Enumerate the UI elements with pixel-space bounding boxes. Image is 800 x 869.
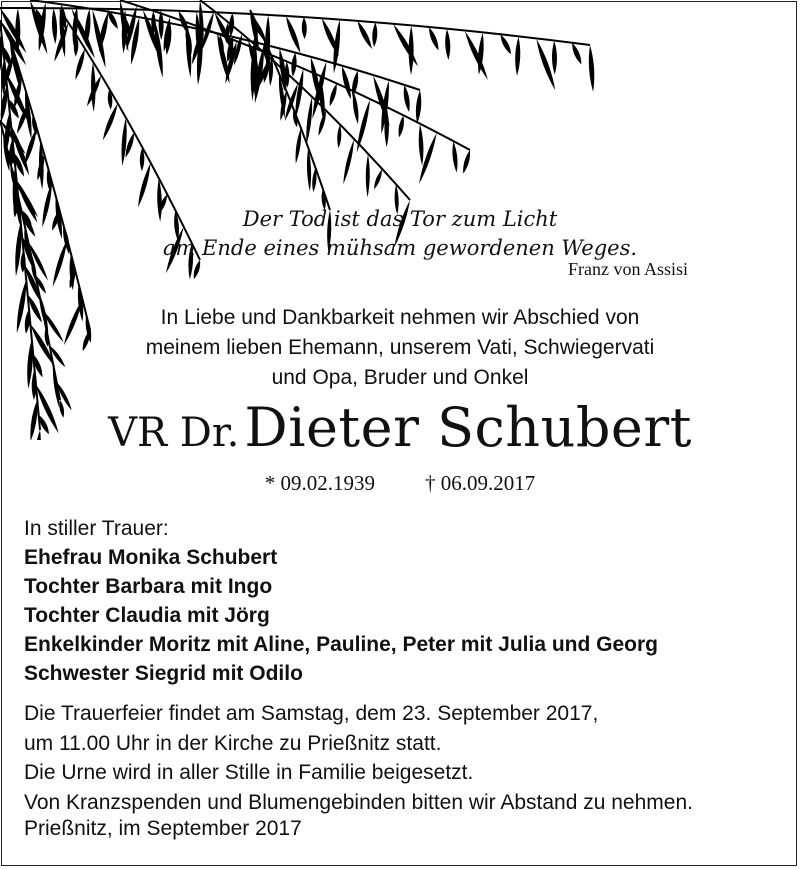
willow-leaf [589,45,594,92]
willow-leaf [536,39,555,90]
mourner: Ehefrau Monika Schubert [24,546,278,569]
quote-author: Franz von Assisi [567,259,688,279]
willow-leaf [501,35,511,54]
willow-leaf [42,182,52,227]
willow-leaf [445,29,450,60]
willow-leaf [83,330,90,351]
willow-leaf [358,21,372,49]
willow-leaf [374,169,382,189]
willow-leaf [306,97,312,145]
intro-line-3: und Opa, Bruder und Onkel [271,366,529,389]
mourner: Enkelkinder Moritz mit Aline, Pauline, Peter mit Julia und Georg [24,633,659,656]
funeral-info [24,699,693,817]
willow-leaf [409,26,414,76]
willow-leaf [25,309,30,333]
willow-leaf [572,43,581,65]
mourner: Tochter Claudia mit Jörg [24,604,270,627]
willow-leaf [463,150,470,174]
funeral-info-line-4: Von Kranzspenden und Blumengebinden bitten wir Abstand zu nehmen. [24,790,693,814]
birth-date: * 09.02.1939 [264,471,375,495]
willow-leaf [419,124,424,165]
willow-leaf [353,91,359,124]
deceased-name [0,396,800,459]
death-date: † 06.09.2017 [425,471,536,495]
deceased-full-name: Dieter Schubert [244,396,692,459]
willow-leaf [515,37,520,76]
intro-line-2: meinem lieben Ehemann, unserem Vati, Schwiegervati [145,336,655,359]
willow-leaf [337,125,341,149]
place-and-date: Prießnitz, im September 2017 [24,817,302,840]
willow-leaf [295,69,303,119]
willow-leaf [366,154,370,197]
willow-leaf [219,35,224,57]
mourners-list [24,514,658,688]
funeral-info-line-2: um 11.00 Uhr in der Kirche zu Prießnitz statt. [24,731,442,755]
quote-line-1: Der Tod ist das Tor zum Licht [242,207,558,231]
deceased-title: VR Dr. [108,410,240,456]
willow-leaf [15,222,21,276]
willow-leaf [302,17,307,39]
mourner: Schwester Siegrid mit Odilo [24,662,303,685]
quote-line-2: am Ende eines mühsam gewordenen Weges. [162,236,638,260]
willow-leaf [45,327,49,346]
willow-leaf [64,299,82,345]
willow-leaf [296,128,302,164]
willow-leaf [330,84,337,107]
willow-leaf [52,9,57,44]
willow-leaf [85,9,91,46]
willow-leaf [429,27,438,50]
intro-text [100,303,700,393]
willow-leaf [552,41,557,75]
willow-leaf [452,141,457,172]
willow-leaf [122,118,127,166]
funeral-info-line-3: Die Urne wird in aller Stille in Familie beigesetzt. [24,761,474,784]
willow-leaf [53,239,68,287]
willow-leaf [138,163,151,208]
willow-leaf [342,66,351,99]
willow-leaf [399,116,404,138]
willow-leaf [416,90,421,124]
intro-line-1: In Liebe und Dankbarkeit nehmen wir Abschied von [160,306,640,329]
willow-leaf [17,194,21,224]
mourner: Tochter Barbara mit Ingo [24,575,273,598]
willow-leaf [39,292,48,333]
life-dates [0,471,800,496]
funeral-info-line-1: Die Trauerfeier findet am Samstag, dem 23. September 2017, [24,702,599,725]
willow-leaf [343,139,354,184]
willow-leaf [126,132,135,157]
willow-leaf [103,103,118,140]
willow-leaf [312,168,316,192]
mourners-heading: In stiller Trauer: [24,517,169,540]
willow-twig [120,0,470,150]
willow-leaf [465,31,488,80]
willow-leaf [99,12,108,52]
willow-leaf [404,85,410,112]
willow-leaf [393,24,418,66]
willow-leaf [286,16,300,53]
willow-leaf [372,22,377,47]
